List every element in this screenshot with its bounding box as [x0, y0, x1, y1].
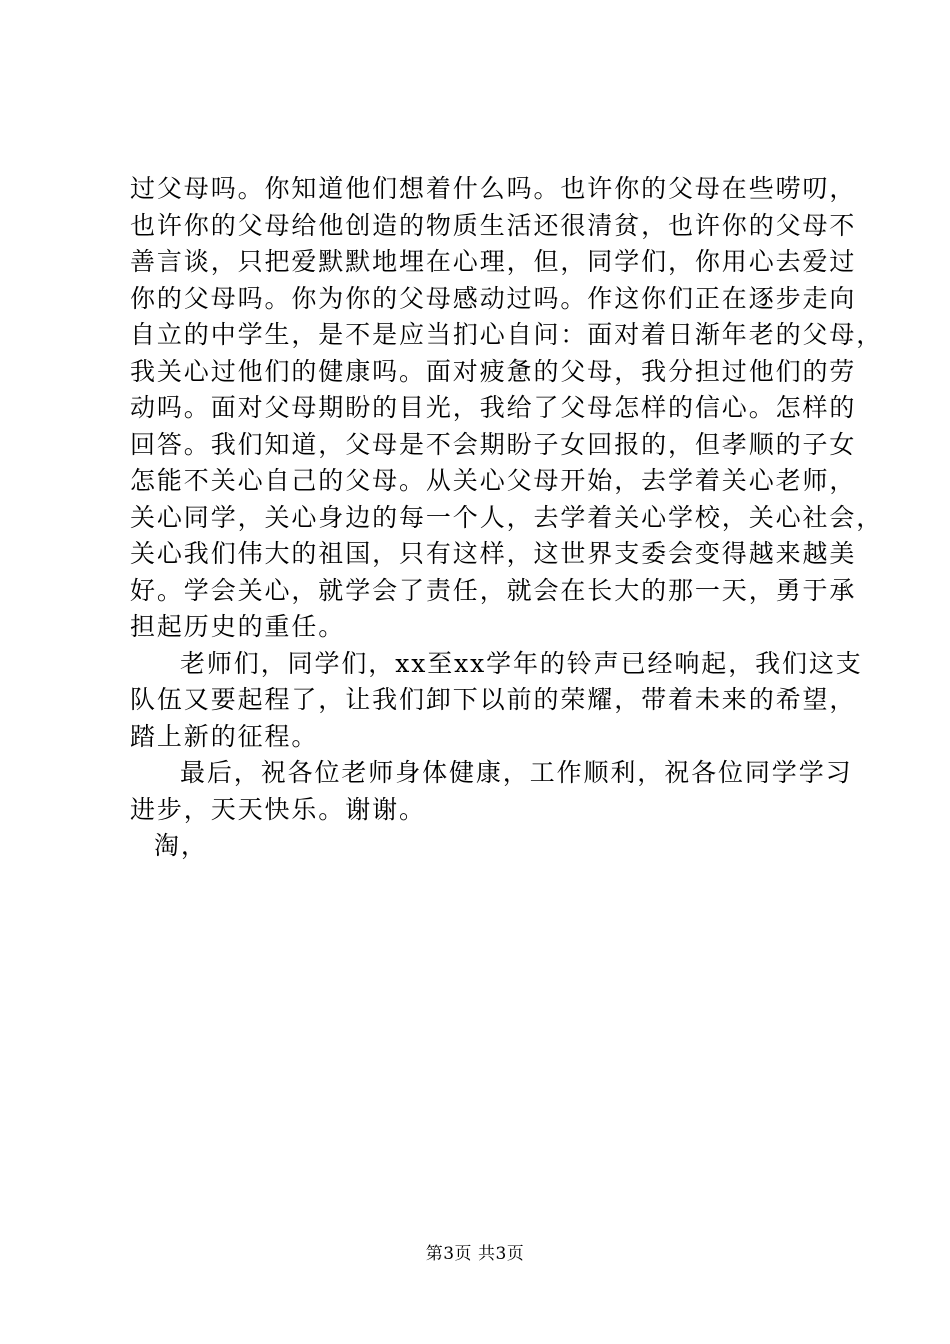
- text-line: 善言谈，只把爱默默地埋在心理，但，同学们，你用心去爱过: [130, 247, 857, 276]
- page-indicator: 第3页 共3页: [425, 1244, 525, 1264]
- text-line: 过父母吗。你知道他们想着什么吗。也许你的父母在些唠叨，: [130, 174, 857, 203]
- text-line: 关心我们伟大的祖国，只有这样，这世界支委会变得越来越美: [130, 539, 857, 568]
- text-line: 担起历史的重任。: [130, 612, 346, 641]
- text-line: 好。学会关心，就学会了责任，就会在长大的那一天，勇于承: [130, 575, 857, 605]
- text-line: 进步，天天快乐。谢谢。: [130, 794, 426, 824]
- text-line: 踏上新的征程。: [130, 721, 319, 751]
- text-line: 回答。我们知道，父母是不会期盼子女回报的，但孝顺的子女: [130, 429, 857, 459]
- text-line: 动吗。面对父母期盼的目光，我给了父母怎样的信心。怎样的: [130, 393, 857, 422]
- paragraph-2: [130, 646, 863, 756]
- text-line: 自立的中学生，是不是应当扪心自问：面对着日渐年老的父母，: [130, 320, 884, 349]
- text-line: 怎能不关心自己的父母。从关心父母开始，去学着关心老师，: [130, 466, 857, 495]
- text-line: 队伍又要起程了，让我们卸下以前的荣耀，带着未来的希望，: [130, 685, 857, 714]
- text-line: 最后，祝各位老师身体健康，工作顺利，祝各位同学学习: [180, 758, 853, 787]
- text-line: 淘，: [154, 831, 208, 860]
- text-line: 也许你的父母给他创造的物质生活还很清贫，也许你的父母不: [130, 210, 857, 240]
- page-footer: [0, 1242, 950, 1266]
- text-line: 我关心过他们的健康吗。面对疲惫的父母，我分担过他们的劳: [130, 356, 857, 386]
- paragraph-1: [130, 171, 884, 646]
- document-body: [130, 171, 884, 865]
- text-line: 你的父母吗。你为你的父母感动过吗。作这你们正在逐步走向: [130, 283, 857, 313]
- text-line: 关心同学，关心身边的每一个人，去学着关心学校，关心社会，: [130, 502, 884, 532]
- paragraph-3: [130, 755, 853, 828]
- text-line: 老师们，同学们，xx至xx学年的铃声已经响起，我们这支: [180, 648, 863, 678]
- paragraph-4: [130, 828, 850, 865]
